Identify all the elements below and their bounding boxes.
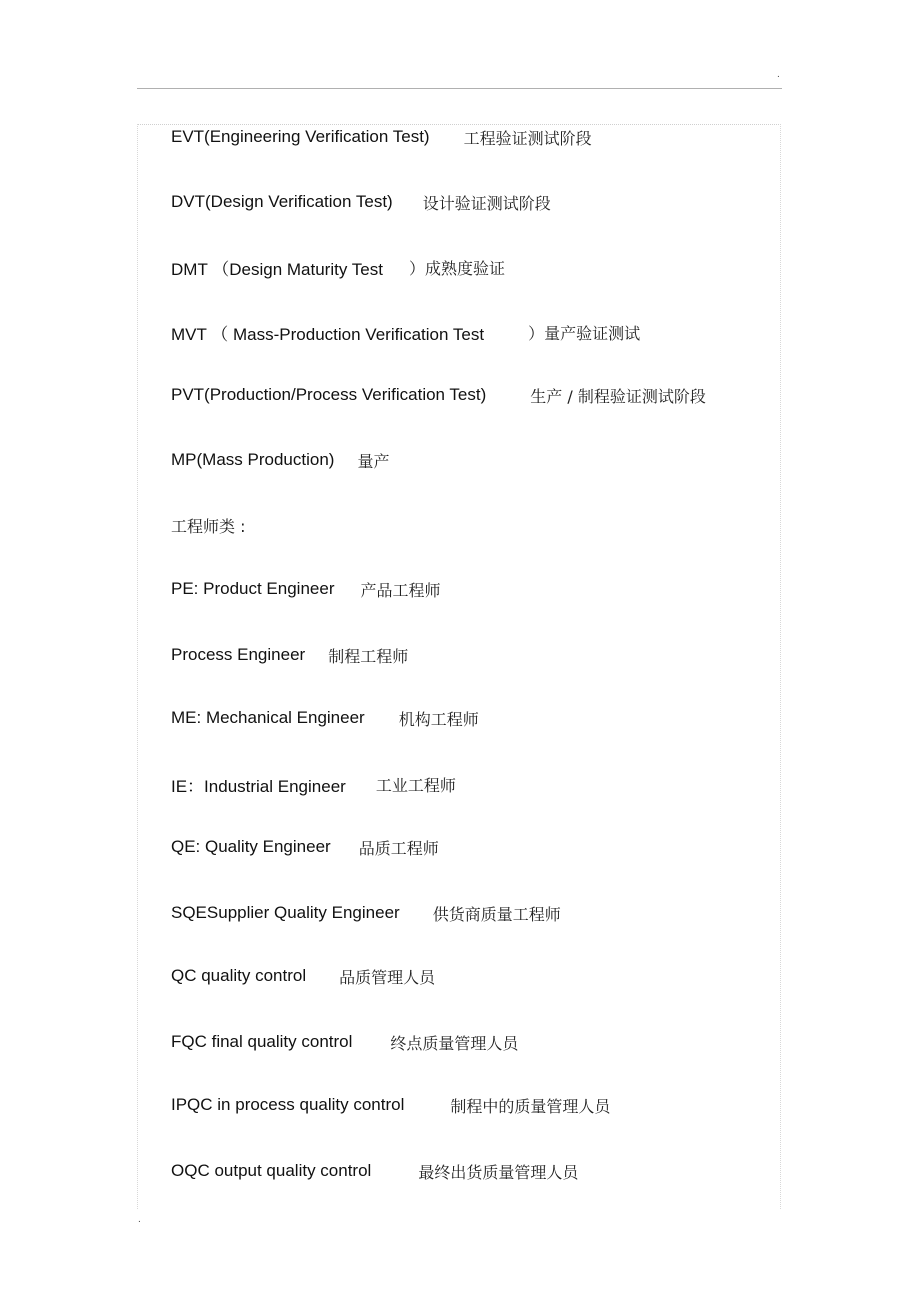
term-english: PVT(Production/Process Verification Test) [171,385,487,404]
term-line-oqc [171,1159,578,1183]
top-dot-mark: . [777,69,780,80]
term-english: SQESupplier Quality Engineer [171,903,400,922]
term-chinese: 工业工程师 [375,775,456,795]
term-chinese: ）量产验证测试 [528,323,641,343]
term-chinese: 制程工程师 [328,646,409,666]
term-line-qe [171,835,439,859]
term-english: ME: Mechanical Engineer [171,708,365,727]
term-english: IPQC in process quality control [171,1095,405,1114]
term-line-dvt [171,190,551,214]
term-chinese: 机构工程师 [398,709,479,729]
term-line-ie [171,772,456,796]
section-heading-text: 工程师类 : [171,516,246,536]
term-chinese: 品质管理人员 [339,967,436,987]
term-line-mp [171,448,389,472]
term-line-fqc [171,1030,518,1054]
term-english: OQC output quality control [171,1161,372,1180]
term-english: MP(Mass Production) [171,450,335,469]
term-english: DMT （Design Maturity Test [171,259,383,279]
term-chinese: 最终出货质量管理人员 [418,1162,579,1182]
term-chinese: 工程验证测试阶段 [463,128,592,148]
term-english: FQC final quality control [171,1032,353,1051]
term-english: QE: Quality Engineer [171,837,331,856]
term-chinese: ）成熟度验证 [408,258,505,278]
header-rule [137,88,782,89]
term-line-process-engineer [171,643,408,667]
term-line-pe [171,577,441,601]
bottom-dot-mark: . [138,1214,141,1225]
term-english: EVT(Engineering Verification Test) [171,127,430,146]
term-chinese: 品质工程师 [358,838,439,858]
term-english: MVT （ Mass-Production Verification Test [171,324,485,344]
term-chinese: 量产 [357,451,390,471]
term-line-sqe [171,901,561,925]
term-line-dmt [171,255,505,279]
term-english: DVT(Design Verification Test) [171,192,393,211]
term-english: Process Engineer [171,645,306,664]
term-line-pvt [171,383,706,407]
term-chinese: 设计验证测试阶段 [422,193,551,213]
term-line-me [171,706,479,730]
term-line-qc [171,964,435,988]
term-chinese: 终点质量管理人员 [390,1033,519,1053]
term-chinese: 生产 / 制程验证测试阶段 [530,386,706,406]
term-chinese: 供货商质量工程师 [432,904,561,924]
term-chinese: 产品工程师 [360,580,441,600]
term-line-evt [171,125,592,149]
term-chinese: 制程中的质量管理人员 [450,1096,611,1116]
section-heading-engineers [171,513,245,537]
term-english: QC quality control [171,966,307,985]
term-line-ipqc [171,1093,610,1117]
term-line-mvt [171,320,640,344]
term-english: PE: Product Engineer [171,579,335,598]
term-english: IE：Industrial Engineer [171,776,346,796]
